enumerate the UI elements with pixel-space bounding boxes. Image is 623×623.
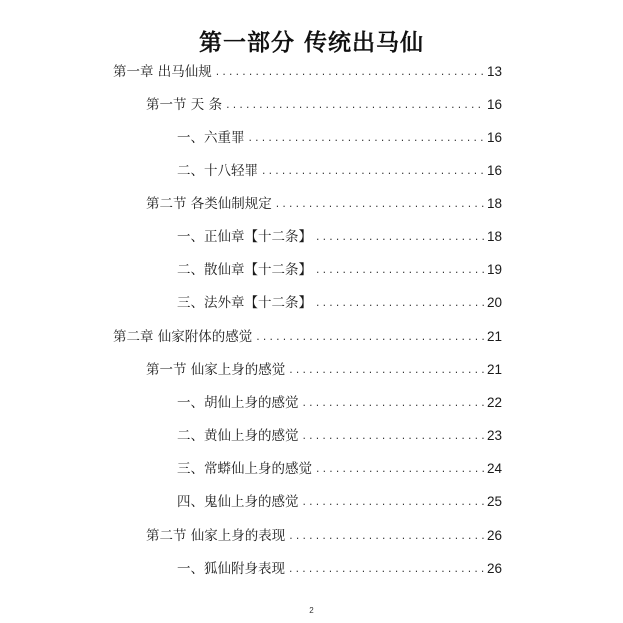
toc-entry-subsection[interactable] xyxy=(177,426,502,446)
toc-leader-dots xyxy=(315,460,484,480)
toc-entry-section[interactable] xyxy=(146,194,502,214)
toc-entry-subsection[interactable] xyxy=(177,128,502,148)
toc-leader-dots xyxy=(288,560,484,580)
toc-entry-page: 26 xyxy=(486,561,502,576)
toc-entry-page: 21 xyxy=(486,329,502,344)
toc-entry-subsection[interactable] xyxy=(177,260,502,280)
page-title: 第一部分 传统出马仙 xyxy=(198,30,424,56)
toc-leader-dots xyxy=(302,493,485,513)
toc-entry-text: 四、鬼仙上身的感觉 xyxy=(177,494,299,510)
toc-entry-page: 18 xyxy=(486,229,502,244)
toc-entry-text: 一、胡仙上身的感觉 xyxy=(177,395,299,411)
toc-entry-page: 19 xyxy=(486,262,502,277)
toc-entry-page: 21 xyxy=(486,362,502,377)
toc-entry-section[interactable] xyxy=(146,526,502,546)
toc-entry-subsection[interactable] xyxy=(177,161,502,181)
toc-leader-dots xyxy=(288,361,484,381)
toc-entry-subsection[interactable] xyxy=(177,393,502,413)
toc-entry-page: 26 xyxy=(486,528,502,543)
toc-entry-section[interactable] xyxy=(146,360,502,380)
toc-entry-text: 三、法外章【十二条】 xyxy=(177,295,312,311)
toc-entry-chapter[interactable] xyxy=(113,327,502,347)
toc-entry-page: 24 xyxy=(486,461,502,476)
toc-entry-subsection[interactable] xyxy=(177,559,502,579)
toc-leader-dots xyxy=(275,195,484,215)
toc-entry-page: 13 xyxy=(486,64,502,79)
toc-entry-text: 第一节 仙家上身的感觉 xyxy=(146,362,286,378)
toc-entry-chapter[interactable] xyxy=(113,62,502,82)
toc-entry-text: 一、正仙章【十二条】 xyxy=(177,229,312,245)
toc-entry-text: 第二章 仙家附体的感觉 xyxy=(113,329,253,345)
toc-entry-text: 二、散仙章【十二条】 xyxy=(177,262,312,278)
toc-entry-page: 22 xyxy=(486,395,502,410)
toc-leader-dots xyxy=(302,427,485,447)
toc-entry-text: 三、常蟒仙上身的感觉 xyxy=(177,461,312,477)
toc-entry-text: 第一章 出马仙规 xyxy=(113,64,212,80)
toc-entry-text: 第二节 仙家上身的表现 xyxy=(146,528,286,544)
toc-entry-section[interactable] xyxy=(146,95,502,115)
toc-entry-text: 第二节 各类仙制规定 xyxy=(146,196,272,212)
toc-entry-text: 二、十八轻罪 xyxy=(177,163,258,179)
toc-entry-page: 23 xyxy=(486,428,502,443)
toc-leader-dots xyxy=(302,394,485,414)
toc-entry-text: 一、六重罪 xyxy=(177,130,245,146)
toc-entry-text: 二、黄仙上身的感觉 xyxy=(177,428,299,444)
toc-entry-text: 一、狐仙附身表现 xyxy=(177,561,285,577)
toc-entry-page: 16 xyxy=(486,163,502,178)
toc-entry-page: 20 xyxy=(486,295,502,310)
toc-leader-dots xyxy=(255,328,484,348)
table-of-contents xyxy=(0,62,623,582)
toc-leader-dots xyxy=(261,162,484,182)
toc-entry-subsection[interactable] xyxy=(177,293,502,313)
toc-entry-subsection[interactable] xyxy=(177,492,502,512)
toc-leader-dots xyxy=(315,261,484,281)
toc-entry-subsection[interactable] xyxy=(177,227,502,247)
page-number: 2 xyxy=(309,606,314,615)
toc-leader-dots xyxy=(225,96,484,116)
toc-entry-page: 18 xyxy=(486,196,502,211)
toc-leader-dots xyxy=(315,294,484,314)
toc-entry-page: 16 xyxy=(486,130,502,145)
toc-leader-dots xyxy=(215,63,484,83)
toc-leader-dots xyxy=(248,129,485,149)
toc-leader-dots xyxy=(315,228,484,248)
toc-entry-page: 16 xyxy=(486,97,502,112)
toc-entry-page: 25 xyxy=(486,494,502,509)
toc-entry-text: 第一节 天 条 xyxy=(146,97,223,113)
toc-entry-subsection[interactable] xyxy=(177,459,502,479)
toc-leader-dots xyxy=(288,527,484,547)
